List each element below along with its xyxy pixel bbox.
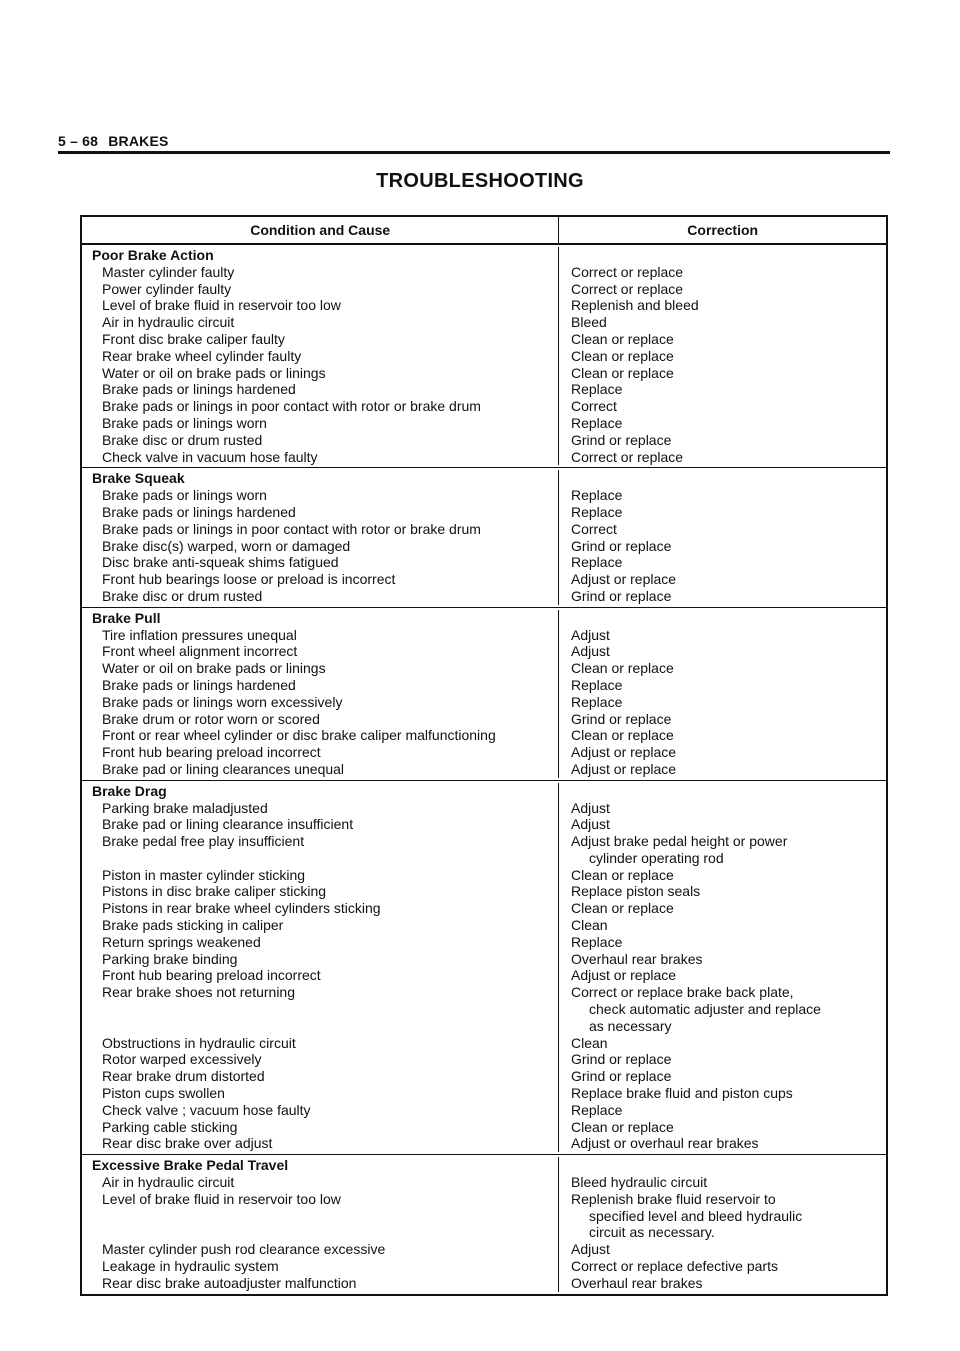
correction-cell <box>559 883 886 900</box>
correction-line: Clean or replace <box>571 364 674 381</box>
table-row <box>82 538 886 555</box>
section-title: Excessive Brake Pedal Travel <box>82 1157 559 1174</box>
correction-line: Clean or replace <box>571 727 674 744</box>
cause-cell: Rotor warped excessively <box>82 1051 559 1068</box>
table-row <box>82 487 886 504</box>
table-row <box>82 588 886 605</box>
cause-cell: Brake pads or linings worn <box>82 415 559 432</box>
correction-line: Grind or replace <box>571 431 672 448</box>
correction-line: as necessary <box>589 1017 672 1034</box>
correction-line: Clean <box>571 1034 608 1051</box>
correction-line: Clean or replace <box>571 330 674 347</box>
correction-cell <box>559 1174 886 1191</box>
correction-line: Bleed <box>571 314 607 331</box>
correction-line: Replace brake fluid and piston cups <box>571 1085 793 1102</box>
section-header-row <box>82 1157 886 1174</box>
cause-cell: Water or oil on brake pads or linings <box>82 365 559 382</box>
section-title-spacer <box>559 1157 886 1174</box>
table-row <box>82 800 886 817</box>
table-row <box>82 348 886 365</box>
cause-cell: Disc brake anti-squeak shims fatigued <box>82 554 559 571</box>
table-row <box>82 314 886 331</box>
cause-cell: Rear brake shoes not returning <box>82 984 559 1034</box>
correction-cell <box>559 281 886 298</box>
correction-cell <box>559 1275 886 1292</box>
table-row <box>82 281 886 298</box>
correction-line: Adjust or replace <box>571 571 677 588</box>
table-header <box>82 217 886 245</box>
correction-cell <box>559 1135 886 1152</box>
correction-cell <box>559 627 886 644</box>
cause-cell: Water or oil on brake pads or linings <box>82 660 559 677</box>
section-title: Brake Squeak <box>82 470 559 487</box>
cause-cell: Parking cable sticking <box>82 1119 559 1136</box>
cause-cell: Brake pads sticking in caliper <box>82 917 559 934</box>
table-row <box>82 1135 886 1152</box>
correction-cell <box>559 487 886 504</box>
correction-line: Adjust or overhaul rear brakes <box>571 1135 759 1152</box>
cause-cell: Obstructions in hydraulic circuit <box>82 1035 559 1052</box>
correction-cell <box>559 432 886 449</box>
cause-cell: Master cylinder push rod clearance excessive <box>82 1241 559 1258</box>
table-row <box>82 297 886 314</box>
correction-line: Adjust or replace <box>571 744 677 761</box>
correction-line: Replace piston seals <box>571 883 701 900</box>
table-row <box>82 381 886 398</box>
correction-cell <box>559 521 886 538</box>
condition-section <box>82 1155 886 1293</box>
section-title: Poor Brake Action <box>82 247 559 264</box>
cause-cell: Brake pads or linings hardened <box>82 677 559 694</box>
table-row <box>82 504 886 521</box>
correction-cell <box>559 415 886 432</box>
cause-cell: Rear disc brake over adjust <box>82 1135 559 1152</box>
correction-line: Correct or replace <box>571 448 684 465</box>
correction-cell <box>559 1102 886 1119</box>
cause-cell: Front or rear wheel cylinder or disc brake caliper malfunctioning <box>82 727 559 744</box>
cause-cell: Parking brake binding <box>82 951 559 968</box>
correction-line: Clean or replace <box>571 1118 674 1135</box>
correction-line: Replenish and bleed <box>571 297 699 314</box>
correction-line: Clean or replace <box>571 900 674 917</box>
correction-line: Replenish brake fluid reservoir to <box>571 1190 776 1207</box>
correction-line: Clean or replace <box>571 660 674 677</box>
section-title-spacer <box>559 247 886 264</box>
cause-cell: Brake drum or rotor worn or scored <box>82 711 559 728</box>
cause-cell: Parking brake maladjusted <box>82 800 559 817</box>
table-row <box>82 432 886 449</box>
correction-line: Correct <box>571 520 617 537</box>
table-row <box>82 415 886 432</box>
cause-cell: Front disc brake caliper faulty <box>82 331 559 348</box>
correction-cell <box>559 1258 886 1275</box>
cause-cell: Air in hydraulic circuit <box>82 1174 559 1191</box>
table-row <box>82 934 886 951</box>
correction-line: Overhaul rear brakes <box>571 950 703 967</box>
cause-cell: Leakage in hydraulic system <box>82 1258 559 1275</box>
cause-cell: Brake pads or linings hardened <box>82 504 559 521</box>
correction-cell <box>559 800 886 817</box>
cause-cell: Brake pads or linings hardened <box>82 381 559 398</box>
cause-cell: Power cylinder faulty <box>82 281 559 298</box>
table-row <box>82 1119 886 1136</box>
correction-cell <box>559 1191 886 1241</box>
correction-line: Replace <box>571 503 623 520</box>
correction-cell <box>559 660 886 677</box>
cause-cell: Front wheel alignment incorrect <box>82 643 559 660</box>
cause-cell: Rear brake wheel cylinder faulty <box>82 348 559 365</box>
correction-line: Clean <box>571 917 608 934</box>
cause-cell: Piston cups swollen <box>82 1085 559 1102</box>
table-row <box>82 1174 886 1191</box>
table-row <box>82 984 886 1034</box>
cause-cell: Brake pad or lining clearance insufficient <box>82 816 559 833</box>
table-row <box>82 571 886 588</box>
correction-line: Correct or replace brake back plate, <box>571 984 794 1001</box>
table-row <box>82 883 886 900</box>
correction-line: Correct or replace <box>571 280 684 297</box>
correction-cell <box>559 761 886 778</box>
section-title: Brake Pull <box>82 610 559 627</box>
table-row <box>82 900 886 917</box>
section-header-row <box>82 610 886 627</box>
table-row <box>82 1241 886 1258</box>
table-row <box>82 1085 886 1102</box>
correction-cell <box>559 677 886 694</box>
correction-cell <box>559 381 886 398</box>
correction-cell <box>559 711 886 728</box>
table-row <box>82 694 886 711</box>
header-section: BRAKES <box>108 133 169 149</box>
correction-line: Clean or replace <box>571 347 674 364</box>
table-row <box>82 951 886 968</box>
cause-cell: Check valve in vacuum hose faulty <box>82 449 559 466</box>
correction-cell <box>559 694 886 711</box>
table-row <box>82 727 886 744</box>
correction-line: Grind or replace <box>571 587 672 604</box>
correction-cell <box>559 951 886 968</box>
correction-cell <box>559 727 886 744</box>
correction-cell <box>559 348 886 365</box>
correction-line: Correct or replace defective parts <box>571 1258 778 1275</box>
cause-cell: Brake disc or drum rusted <box>82 432 559 449</box>
condition-section <box>82 608 886 781</box>
table-row <box>82 917 886 934</box>
table-row <box>82 1035 886 1052</box>
cause-cell: Brake pedal free play insufficient <box>82 833 559 867</box>
correction-cell <box>559 571 886 588</box>
correction-cell <box>559 744 886 761</box>
table-row <box>82 711 886 728</box>
cause-cell: Brake pads or linings worn <box>82 487 559 504</box>
cause-cell: Rear disc brake autoadjuster malfunction <box>82 1275 559 1292</box>
table-row <box>82 967 886 984</box>
correction-cell <box>559 900 886 917</box>
table-row <box>82 660 886 677</box>
table-row <box>82 365 886 382</box>
section-header-row <box>82 470 886 487</box>
table-row <box>82 1191 886 1241</box>
correction-line: Replace <box>571 381 623 398</box>
page-number: 5 – 68 <box>58 133 99 149</box>
table-row <box>82 264 886 281</box>
correction-line: Grind or replace <box>571 537 672 554</box>
correction-cell <box>559 365 886 382</box>
cause-cell: Air in hydraulic circuit <box>82 314 559 331</box>
correction-cell <box>559 504 886 521</box>
correction-cell <box>559 1119 886 1136</box>
table-row <box>82 521 886 538</box>
correction-line: Adjust or replace <box>571 760 677 777</box>
condition-section <box>82 468 886 607</box>
correction-cell <box>559 917 886 934</box>
correction-line: Adjust <box>571 816 610 833</box>
correction-cell <box>559 1051 886 1068</box>
section-header-row <box>82 247 886 264</box>
table-row <box>82 1275 886 1292</box>
correction-line: Adjust or replace <box>571 967 677 984</box>
table-row <box>82 761 886 778</box>
section-title-spacer <box>559 470 886 487</box>
correction-line: Replace <box>571 487 623 504</box>
cause-cell: Return springs weakened <box>82 934 559 951</box>
correction-line: Adjust <box>571 799 610 816</box>
column-header-condition: Condition and Cause <box>82 217 559 243</box>
table-body <box>82 245 886 1294</box>
troubleshooting-table <box>80 215 888 1296</box>
table-row <box>82 1258 886 1275</box>
correction-cell <box>559 867 886 884</box>
correction-line: Adjust brake pedal height or power <box>571 833 788 850</box>
correction-cell <box>559 264 886 281</box>
cause-cell: Front hub bearing preload incorrect <box>82 744 559 761</box>
correction-cell <box>559 967 886 984</box>
correction-line: Replace <box>571 1101 623 1118</box>
table-row <box>82 554 886 571</box>
page-title: TROUBLESHOOTING <box>376 170 584 192</box>
cause-cell: Level of brake fluid in reservoir too low <box>82 297 559 314</box>
correction-cell <box>559 449 886 466</box>
correction-line: Replace <box>571 693 623 710</box>
correction-cell <box>559 398 886 415</box>
page-header <box>58 133 890 154</box>
correction-line: Adjust <box>571 643 610 660</box>
correction-cell <box>559 1241 886 1258</box>
correction-cell <box>559 984 886 1034</box>
correction-line: check automatic adjuster and replace <box>589 1001 821 1018</box>
cause-cell: Pistons in disc brake caliper sticking <box>82 883 559 900</box>
table-row <box>82 744 886 761</box>
cause-cell: Level of brake fluid in reservoir too low <box>82 1191 559 1241</box>
correction-line: Replace <box>571 933 623 950</box>
correction-cell <box>559 588 886 605</box>
cause-cell: Front hub bearing preload incorrect <box>82 967 559 984</box>
cause-cell: Front hub bearings loose or preload is incorrect <box>82 571 559 588</box>
table-row <box>82 816 886 833</box>
correction-line: Grind or replace <box>571 710 672 727</box>
correction-line: Overhaul rear brakes <box>571 1274 703 1291</box>
correction-line: Clean or replace <box>571 866 674 883</box>
table-row <box>82 627 886 644</box>
condition-section <box>82 245 886 468</box>
cause-cell: Master cylinder faulty <box>82 264 559 281</box>
correction-cell <box>559 934 886 951</box>
cause-cell: Brake pads or linings worn excessively <box>82 694 559 711</box>
table-row <box>82 398 886 415</box>
cause-cell: Pistons in rear brake wheel cylinders sticking <box>82 900 559 917</box>
column-header-correction: Correction <box>687 222 759 238</box>
correction-cell <box>559 297 886 314</box>
table-row <box>82 833 886 867</box>
correction-line: Adjust <box>571 626 610 643</box>
correction-line: circuit as necessary. <box>589 1224 715 1241</box>
cause-cell: Brake disc or drum rusted <box>82 588 559 605</box>
section-title-spacer <box>559 783 886 800</box>
cause-cell: Brake disc(s) warped, worn or damaged <box>82 538 559 555</box>
cause-cell: Brake pad or lining clearances unequal <box>82 761 559 778</box>
cause-cell: Rear brake drum distorted <box>82 1068 559 1085</box>
table-row <box>82 1102 886 1119</box>
correction-cell <box>559 1035 886 1052</box>
table-row <box>82 677 886 694</box>
correction-cell <box>559 314 886 331</box>
correction-cell <box>559 538 886 555</box>
correction-line: cylinder operating rod <box>589 849 724 866</box>
correction-cell <box>559 643 886 660</box>
cause-cell: Brake pads or linings in poor contact with rotor or brake drum <box>82 398 559 415</box>
correction-cell <box>559 1085 886 1102</box>
correction-line: Adjust <box>571 1241 610 1258</box>
correction-line: Grind or replace <box>571 1068 672 1085</box>
correction-line: Correct or replace <box>571 263 684 280</box>
correction-cell <box>559 816 886 833</box>
correction-cell <box>559 331 886 348</box>
correction-cell <box>559 833 886 867</box>
table-row <box>82 331 886 348</box>
correction-line: Replace <box>571 554 623 571</box>
section-title-spacer <box>559 610 886 627</box>
correction-line: specified level and bleed hydraulic <box>589 1207 803 1224</box>
table-row <box>82 449 886 466</box>
cause-cell: Brake pads or linings in poor contact with rotor or brake drum <box>82 521 559 538</box>
cause-cell: Check valve ; vacuum hose faulty <box>82 1102 559 1119</box>
table-row <box>82 1068 886 1085</box>
correction-line: Replace <box>571 414 623 431</box>
correction-line: Correct <box>571 398 617 415</box>
condition-section <box>82 781 886 1156</box>
table-row <box>82 867 886 884</box>
cause-cell: Piston in master cylinder sticking <box>82 867 559 884</box>
table-row <box>82 1051 886 1068</box>
correction-cell <box>559 1068 886 1085</box>
correction-line: Replace <box>571 676 623 693</box>
correction-line: Grind or replace <box>571 1051 672 1068</box>
cause-cell: Tire inflation pressures unequal <box>82 627 559 644</box>
correction-line: Bleed hydraulic circuit <box>571 1174 708 1191</box>
section-title: Brake Drag <box>82 783 559 800</box>
correction-cell <box>559 554 886 571</box>
table-row <box>82 643 886 660</box>
section-header-row <box>82 783 886 800</box>
